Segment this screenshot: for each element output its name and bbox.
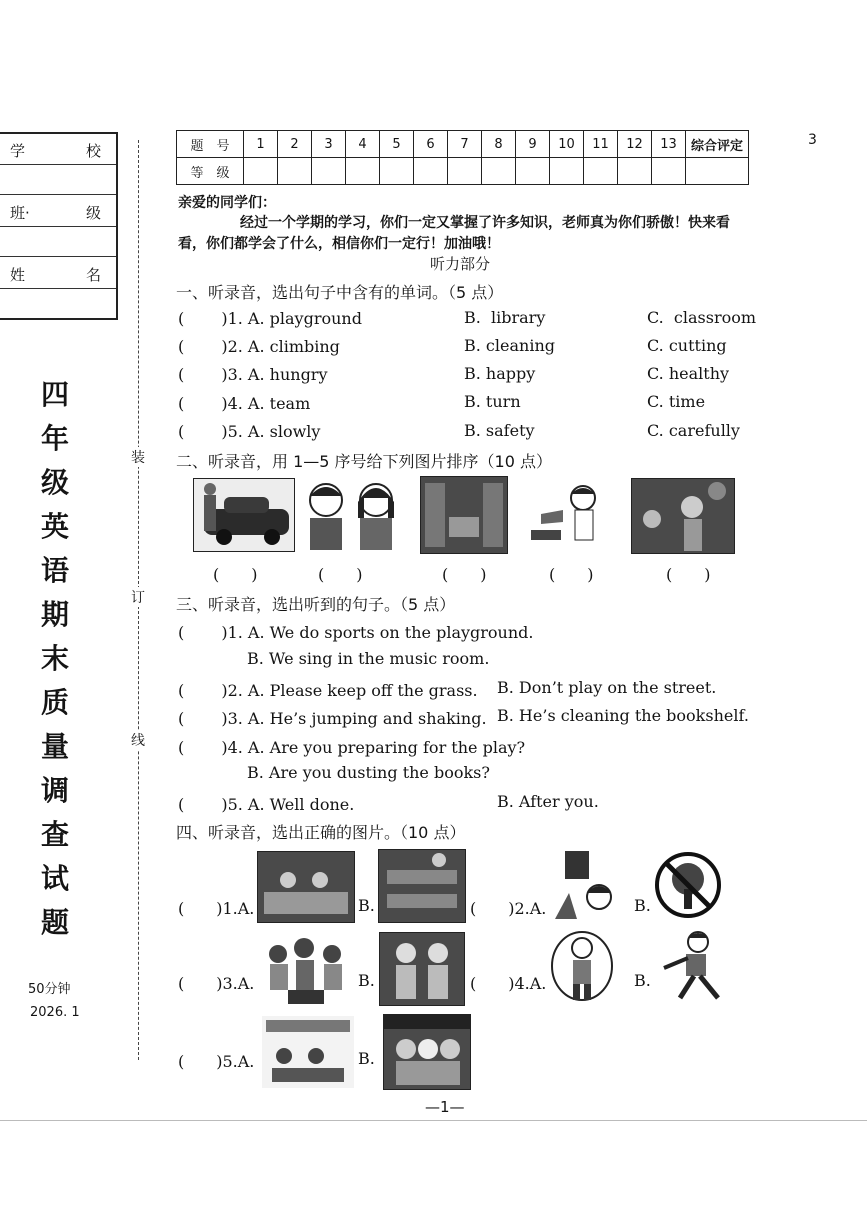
intro-line-2: 看，你们都学会了什么，相信你们一定行！加油哦！ xyxy=(178,236,500,252)
school-field[interactable] xyxy=(0,164,116,195)
s2-picture-1 xyxy=(193,478,295,552)
s1-item-3-c: C. healthy xyxy=(647,364,730,383)
class-row xyxy=(0,194,116,227)
title-char: 质 xyxy=(40,686,69,719)
s4-q2-b: B. xyxy=(634,896,651,915)
title-char: 调 xyxy=(40,774,69,807)
s4-q5-label[interactable]: ( )5.A. xyxy=(178,1052,255,1071)
s1-item-3-b: B. happy xyxy=(464,364,536,383)
score-header-cell: 6 xyxy=(414,131,448,158)
section-2-title: 二、听录音，用 1—5 序号给下列图片排序（10 点） xyxy=(176,452,552,471)
jumping-rope-picture xyxy=(549,930,615,1006)
s2-picture-5 xyxy=(631,478,735,554)
s1-item-1-a[interactable]: ( )1. A. playground xyxy=(178,309,362,328)
binding-char: 装 xyxy=(131,447,145,467)
name-field[interactable] xyxy=(0,288,116,316)
title-char: 期 xyxy=(40,598,69,631)
page-number: —1— xyxy=(425,1098,465,1116)
s4-q2-picture-a xyxy=(549,849,621,921)
score-header-cell: 9 xyxy=(516,131,550,158)
s2-picture-2 xyxy=(296,478,406,552)
s4-q4-picture-a xyxy=(549,930,615,1006)
s4-q3-picture-a xyxy=(258,934,354,1008)
grade-cell[interactable] xyxy=(652,158,686,185)
binding-char: 订 xyxy=(131,587,145,607)
s4-q4-b: B. xyxy=(634,971,651,990)
s2-blank-5[interactable]: ( ) xyxy=(666,565,711,584)
score-header-cell: 5 xyxy=(380,131,414,158)
s3-item-5-b: B. After you. xyxy=(497,792,599,811)
grade-cell[interactable] xyxy=(312,158,346,185)
name-label-2: 名 xyxy=(86,266,102,284)
s1-item-2-b: B. cleaning xyxy=(464,336,555,355)
score-grade-row xyxy=(177,158,749,185)
s1-item-1-c: C. classroom xyxy=(647,308,757,327)
s1-item-4-b: B. turn xyxy=(464,392,521,411)
keep-off-grass-picture xyxy=(549,849,621,921)
title-char: 级 xyxy=(40,466,69,499)
s1-item-3-a[interactable]: ( )3. A. hungry xyxy=(178,365,328,384)
s4-q3-label[interactable]: ( )3.A. xyxy=(178,974,255,993)
student-info-box xyxy=(0,132,118,320)
class-label-1: 班· xyxy=(10,204,30,222)
s4-q1-picture-a xyxy=(257,851,355,923)
title-char: 四 xyxy=(40,378,69,411)
binding-char: 线 xyxy=(131,730,145,750)
exam-date: 2026. 1 xyxy=(30,1005,80,1020)
class-field[interactable] xyxy=(0,226,116,257)
s1-item-1-b: B. library xyxy=(464,308,546,327)
s1-item-5-a[interactable]: ( )5. A. slowly xyxy=(178,422,321,441)
score-header-cell: 1 xyxy=(244,131,278,158)
page-bottom-rule xyxy=(0,1120,867,1121)
score-header-cell: 4 xyxy=(346,131,380,158)
s3-item-1-a[interactable]: ( )1. A. We do sports on the playground. xyxy=(178,623,534,642)
s1-item-5-b: B. safety xyxy=(464,421,535,440)
score-header-cell: 12 xyxy=(618,131,652,158)
title-char: 量 xyxy=(40,730,69,763)
s4-q5-picture-a xyxy=(262,1016,354,1088)
s4-q1-picture-b xyxy=(378,849,466,923)
section-4-title: 四、听录音，选出正确的图片。（10 点） xyxy=(176,823,466,842)
title-char: 语 xyxy=(40,554,69,587)
s3-item-3-a[interactable]: ( )3. A. He’s jumping and shaking. xyxy=(178,709,487,728)
show-picture xyxy=(632,479,734,553)
name-row xyxy=(0,256,116,289)
grade-cell[interactable] xyxy=(482,158,516,185)
score-header-cell: 13 xyxy=(652,131,686,158)
score-table xyxy=(176,130,749,185)
score-header-cell: 3 xyxy=(312,131,346,158)
s3-item-2-b: B. Don’t play on the street. xyxy=(497,678,717,697)
s4-q4-picture-b xyxy=(654,928,726,1004)
dining-room-picture xyxy=(262,1016,354,1088)
grade-cell[interactable] xyxy=(346,158,380,185)
s1-item-4-c: C. time xyxy=(647,392,706,411)
grade-cell[interactable] xyxy=(278,158,312,185)
name-label-1: 姓 xyxy=(10,266,26,284)
s3-item-1-b: B. We sing in the music room. xyxy=(247,649,490,668)
grade-cell[interactable] xyxy=(516,158,550,185)
school-label-2: 校 xyxy=(86,142,102,160)
grade-cell[interactable] xyxy=(414,158,448,185)
s4-q3-picture-b xyxy=(379,932,465,1006)
score-header-cell: 2 xyxy=(278,131,312,158)
s4-q5-b: B. xyxy=(358,1049,375,1068)
school-label-1: 学 xyxy=(10,142,26,160)
s4-q2-picture-b xyxy=(654,851,722,919)
boys-shaking-hands-picture xyxy=(380,933,464,1005)
s1-item-2-c: C. cutting xyxy=(647,336,727,355)
s2-blank-3[interactable]: ( ) xyxy=(442,565,487,584)
page-mark: 3 xyxy=(808,132,817,148)
grade-cell[interactable] xyxy=(686,158,749,185)
no-tree-sign-picture xyxy=(654,851,722,919)
costume-kids-picture xyxy=(384,1015,470,1089)
score-header-cell: 10 xyxy=(550,131,584,158)
score-header-cell: 8 xyxy=(482,131,516,158)
title-char: 末 xyxy=(40,642,69,675)
grade-cell[interactable] xyxy=(618,158,652,185)
score-header-cell: 题 号 xyxy=(177,131,244,158)
police-car-picture xyxy=(194,479,294,551)
s3-item-4-b: B. Are you dusting the books? xyxy=(247,763,490,782)
greeting: 亲爱的同学们： xyxy=(178,195,276,211)
section-3-title: 三、听录音，选出听到的句子。（5 点） xyxy=(176,595,456,614)
s3-item-4-a[interactable]: ( )4. A. Are you preparing for the play? xyxy=(178,738,526,757)
s4-q4-label[interactable]: ( )4.A. xyxy=(470,974,547,993)
school-row xyxy=(0,134,116,165)
s3-item-5-a[interactable]: ( )5. A. Well done. xyxy=(178,795,355,814)
s1-item-5-c: C. carefully xyxy=(647,421,740,440)
birthday-party-picture xyxy=(258,934,354,1008)
s2-picture-3 xyxy=(420,476,508,554)
class-label-2: 级 xyxy=(86,204,102,222)
grade-cell[interactable] xyxy=(584,158,618,185)
title-char: 查 xyxy=(40,818,69,851)
s4-q1-label[interactable]: ( )1.A. xyxy=(178,899,255,918)
grade-label-cell: 等 级 xyxy=(177,158,244,185)
duration: 50分钟 xyxy=(28,982,71,997)
intro-line-1: 经过一个学期的学习，你们一定又掌握了许多知识，老师真为你们骄傲！快来看 xyxy=(240,215,730,231)
boy-watering-picture xyxy=(527,480,611,550)
title-char: 题 xyxy=(40,906,69,939)
s1-item-2-a[interactable]: ( )2. A. climbing xyxy=(178,337,340,356)
computer-room-picture xyxy=(379,850,465,922)
s2-blank-2[interactable]: ( ) xyxy=(318,565,363,584)
s4-q2-label[interactable]: ( )2.A. xyxy=(470,899,547,918)
s1-item-4-a[interactable]: ( )4. A. team xyxy=(178,394,311,413)
classroom-picture xyxy=(258,852,354,922)
library-picture xyxy=(421,477,507,553)
s3-item-3-b: B. He’s cleaning the bookshelf. xyxy=(497,706,749,725)
two-kids-talking-picture xyxy=(296,478,406,552)
grade-cell[interactable] xyxy=(550,158,584,185)
score-header-row xyxy=(177,131,749,158)
running-boy-picture xyxy=(654,928,726,1004)
s4-q5-picture-b xyxy=(383,1014,471,1090)
part-title: 听力部分 xyxy=(430,255,491,273)
score-header-cell: 综合评定 xyxy=(686,131,749,158)
score-header-cell: 7 xyxy=(448,131,482,158)
grade-cell[interactable] xyxy=(380,158,414,185)
s2-picture-4 xyxy=(527,480,611,550)
title-char: 年 xyxy=(40,422,69,455)
grade-cell[interactable] xyxy=(244,158,278,185)
s2-blank-4[interactable]: ( ) xyxy=(549,565,594,584)
s3-item-2-a[interactable]: ( )2. A. Please keep off the grass. xyxy=(178,681,478,700)
title-char: 试 xyxy=(40,862,69,895)
grade-cell[interactable] xyxy=(448,158,482,185)
section-1-title: 一、听录音，选出句子中含有的单词。（5 点） xyxy=(176,283,504,302)
s4-q1-b: B. xyxy=(358,896,375,915)
score-header-cell: 11 xyxy=(584,131,618,158)
s4-q3-b: B. xyxy=(358,971,375,990)
title-char: 英 xyxy=(40,510,69,543)
s2-blank-1[interactable]: ( ) xyxy=(213,565,258,584)
